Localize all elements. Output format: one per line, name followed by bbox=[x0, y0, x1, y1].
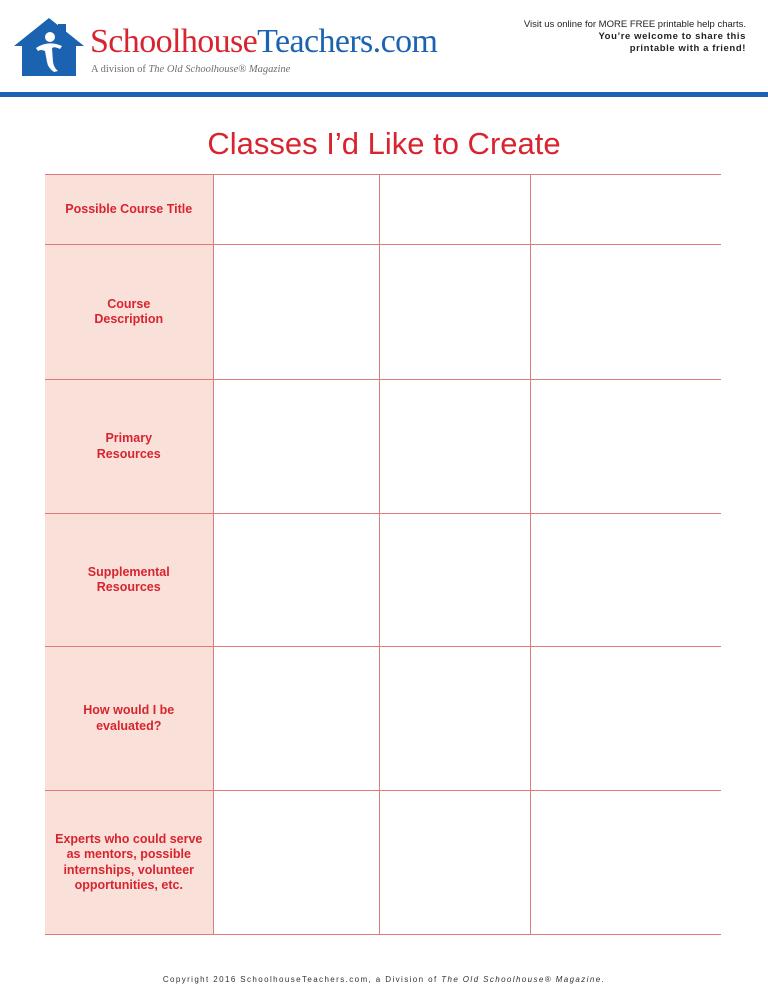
table-cell bbox=[379, 380, 530, 514]
page-header bbox=[0, 0, 768, 96]
table-row bbox=[45, 245, 721, 380]
brand-subtitle-magazine: The Old Schoolhouse® Magazine bbox=[148, 64, 291, 75]
table-cell bbox=[213, 175, 379, 245]
table-cell bbox=[379, 245, 530, 380]
row-label: Primary Resources bbox=[45, 380, 213, 514]
table-cell bbox=[379, 791, 530, 935]
brand-subtitle bbox=[91, 64, 290, 75]
table-cell bbox=[213, 647, 379, 791]
table-cell bbox=[213, 514, 379, 647]
page-title: Classes I’d Like to Create bbox=[207, 126, 561, 161]
table-cell bbox=[379, 175, 530, 245]
header-divider bbox=[0, 92, 768, 97]
row-label: Experts who could serve as mentors, possible internships, volunteer opportunities, etc. bbox=[45, 791, 213, 935]
table-row bbox=[45, 175, 721, 245]
promo-line-3: printable with a friend! bbox=[629, 43, 746, 54]
schoolhouse-logo-icon bbox=[14, 18, 84, 78]
planning-table bbox=[45, 174, 721, 935]
table-cell bbox=[213, 380, 379, 514]
row-label: Possible Course Title bbox=[45, 175, 213, 245]
brand-wordmark bbox=[90, 22, 437, 62]
table-row bbox=[45, 380, 721, 514]
table-cell bbox=[530, 175, 721, 245]
table-cell bbox=[213, 791, 379, 935]
table-row bbox=[45, 647, 721, 791]
footer-prefix: Copyright 2016 SchoolhouseTeachers.com, a Division of bbox=[162, 975, 442, 984]
table-cell bbox=[530, 380, 721, 514]
table-cell bbox=[530, 791, 721, 935]
brand-subtitle-prefix: A division of bbox=[91, 64, 149, 75]
row-label: How would I be evaluated? bbox=[45, 647, 213, 791]
brand-name-part2: Teachers.com bbox=[257, 23, 438, 60]
table-row bbox=[45, 514, 721, 647]
table-cell bbox=[530, 245, 721, 380]
table-cell bbox=[379, 514, 530, 647]
table-cell bbox=[379, 647, 530, 791]
promo-line-1: Visit us online for MORE FREE printable help charts. bbox=[523, 19, 746, 30]
table-cell bbox=[530, 647, 721, 791]
copyright-footer bbox=[0, 975, 768, 984]
brand-name-part1: Schoolhouse bbox=[90, 23, 258, 60]
table-cell bbox=[530, 514, 721, 647]
row-label: Supplemental Resources bbox=[45, 514, 213, 647]
promo-line-2: You’re welcome to share this bbox=[598, 31, 746, 42]
footer-magazine: The Old Schoolhouse® Magazine bbox=[441, 975, 602, 984]
row-label: Course Description bbox=[45, 245, 213, 380]
footer-suffix: . bbox=[601, 975, 606, 984]
promo-text bbox=[524, 19, 746, 55]
table-row bbox=[45, 791, 721, 935]
table-cell bbox=[213, 245, 379, 380]
